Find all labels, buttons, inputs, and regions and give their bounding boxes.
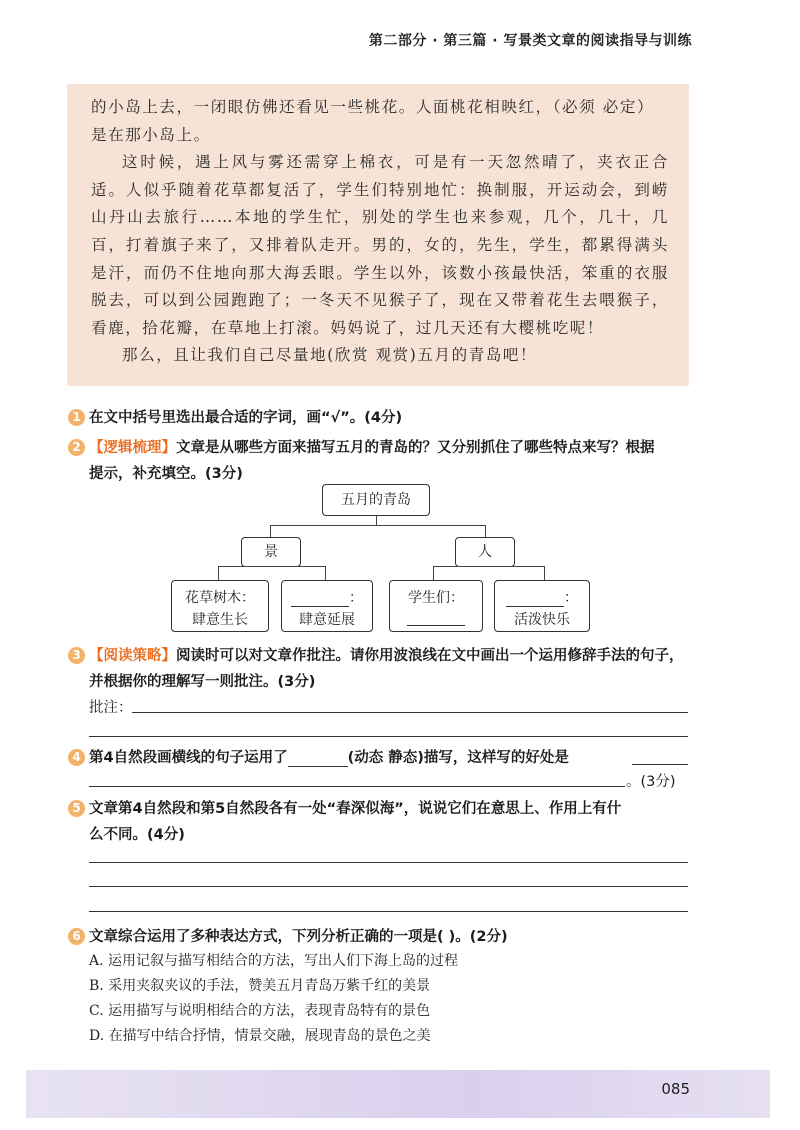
question-number-6: 6 bbox=[68, 928, 85, 945]
leaf-3-top: 学生们： bbox=[408, 590, 464, 606]
passage-paragraph-4: 这时候，遇上风与雾还需穿上棉衣，可是有一天忽然晴了，夹衣正合适。人似乎随着花草都复活了，学生们特别地忙：换制服，开运动会，到崂山丹山去旅行……本地的学生忙，别处的学生也来参观，几个，几十，几百，打着旗子来了，又排着队走开。男的，女的，先生，学生，都累得满头是汗，而仍不住地向那大海丢眼。学生以外，该数小孩最快活，笨重的衣服脱去，可以到公园跑跑了；一冬天不见猴子了，现在又带着花生去喂猴子，看鹿，拾花瓣，在草地上打滚。妈妈说了，过几天还有大樱桃吃呢！ bbox=[91, 153, 669, 337]
question-4 bbox=[68, 746, 569, 767]
diagram-leaf-flowers bbox=[171, 580, 269, 632]
question-4-points: 。(3分) bbox=[626, 774, 676, 790]
answer-line[interactable] bbox=[89, 736, 688, 737]
question-number-4: 4 bbox=[68, 749, 85, 766]
question-5-text: 文章第4自然段和第5自然段各有一处“春深似海”，说说它们在意思上、作用上有什 bbox=[89, 801, 622, 817]
answer-line[interactable] bbox=[89, 911, 688, 912]
question-3-tag: 【阅读策略】 bbox=[89, 648, 176, 664]
leaf-2-top: ： bbox=[349, 590, 363, 606]
question-2 bbox=[68, 436, 655, 457]
answer-line[interactable] bbox=[132, 712, 688, 713]
diagram-scenery-node: 景 bbox=[241, 537, 301, 567]
question-4-text-b: (动态 静态)描写，这样写的好处是 bbox=[347, 750, 569, 766]
question-6-text: 文章综合运用了多种表达方式，下列分析正确的一项是( )。(2分) bbox=[89, 929, 508, 945]
question-5 bbox=[68, 797, 621, 818]
option-b[interactable]: B. 采用夹叙夹议的手法，赞美五月青岛万紫千红的美景 bbox=[89, 978, 431, 994]
annotation-label: 批注： bbox=[89, 700, 133, 716]
footer-band bbox=[26, 1070, 770, 1118]
question-2-tag: 【逻辑梳理】 bbox=[89, 440, 176, 456]
question-2-text-cont: 提示，补充填空。(3分) bbox=[89, 466, 243, 482]
diagram-people-node: 人 bbox=[455, 537, 515, 567]
question-number-5: 5 bbox=[68, 800, 85, 817]
passage-paragraph-5: 那么，且让我们自己尽量地(欣赏 观赏)五月的青岛吧！ bbox=[122, 346, 538, 365]
reading-passage bbox=[67, 84, 689, 386]
connector bbox=[433, 566, 545, 581]
fill-blank[interactable] bbox=[407, 609, 465, 626]
running-header: 第二部分 · 第三篇 · 写景类文章的阅读指导与训练 bbox=[368, 33, 692, 49]
answer-line[interactable] bbox=[632, 764, 688, 765]
question-number-2: 2 bbox=[68, 439, 85, 456]
leaf-2-bottom: 肆意延展 bbox=[299, 612, 355, 628]
fill-blank[interactable] bbox=[506, 590, 564, 607]
question-5-text-cont: 么不同。(4分) bbox=[89, 827, 185, 843]
question-3 bbox=[68, 644, 684, 665]
question-1 bbox=[68, 406, 402, 427]
option-d[interactable]: D. 在描写中结合抒情，情景交融，展现青岛的景色之美 bbox=[89, 1028, 431, 1044]
leaf-4-top: ： bbox=[564, 590, 578, 606]
option-c[interactable]: C. 运用描写与说明相结合的方法，表现青岛特有的景色 bbox=[89, 1003, 431, 1019]
question-3-text: 阅读时可以对文章作批注。请你用波浪线在文中画出一个运用修辞手法的句子， bbox=[176, 648, 684, 664]
question-number-3: 3 bbox=[68, 647, 85, 664]
diagram-leaf-4 bbox=[494, 580, 590, 632]
answer-line[interactable] bbox=[89, 886, 688, 887]
fill-blank[interactable] bbox=[291, 590, 349, 607]
diagram-leaf-students bbox=[389, 580, 483, 632]
connector bbox=[270, 525, 486, 538]
connector bbox=[218, 566, 326, 581]
question-4-text-a: 第4自然段画横线的句子运用了 bbox=[89, 750, 288, 766]
option-a[interactable]: A. 运用记叙与描写相结合的方法，写出人们下海上岛的过程 bbox=[89, 953, 459, 969]
answer-line[interactable] bbox=[89, 786, 625, 787]
question-number-1: 1 bbox=[68, 409, 85, 426]
diagram-leaf-2 bbox=[281, 580, 373, 632]
leaf-1-bottom: 肆意生长 bbox=[192, 612, 248, 628]
question-3-text-cont: 并根据你的理解写一则批注。(3分) bbox=[89, 674, 316, 690]
passage-line-1: 的小岛上去，一闭眼仿佛还看见一些桃花。人面桃花相映红，（必须 必定） bbox=[91, 98, 655, 116]
answer-line[interactable] bbox=[89, 862, 688, 863]
question-6 bbox=[68, 925, 508, 946]
leaf-1-top: 花草树木： bbox=[185, 590, 255, 606]
fill-blank[interactable] bbox=[288, 750, 348, 767]
passage-line-2: 是在那小岛上。 bbox=[91, 125, 211, 144]
leaf-4-bottom: 活泼快乐 bbox=[514, 612, 570, 628]
diagram-root: 五月的青岛 bbox=[322, 484, 430, 516]
question-2-text: 文章是从哪些方面来描写五月的青岛的？又分别抓住了哪些特点来写？根据 bbox=[176, 440, 655, 456]
page-number: 085 bbox=[661, 1080, 690, 1098]
question-1-text: 在文中括号里选出最合适的字词，画“√”。(4分) bbox=[89, 410, 403, 426]
